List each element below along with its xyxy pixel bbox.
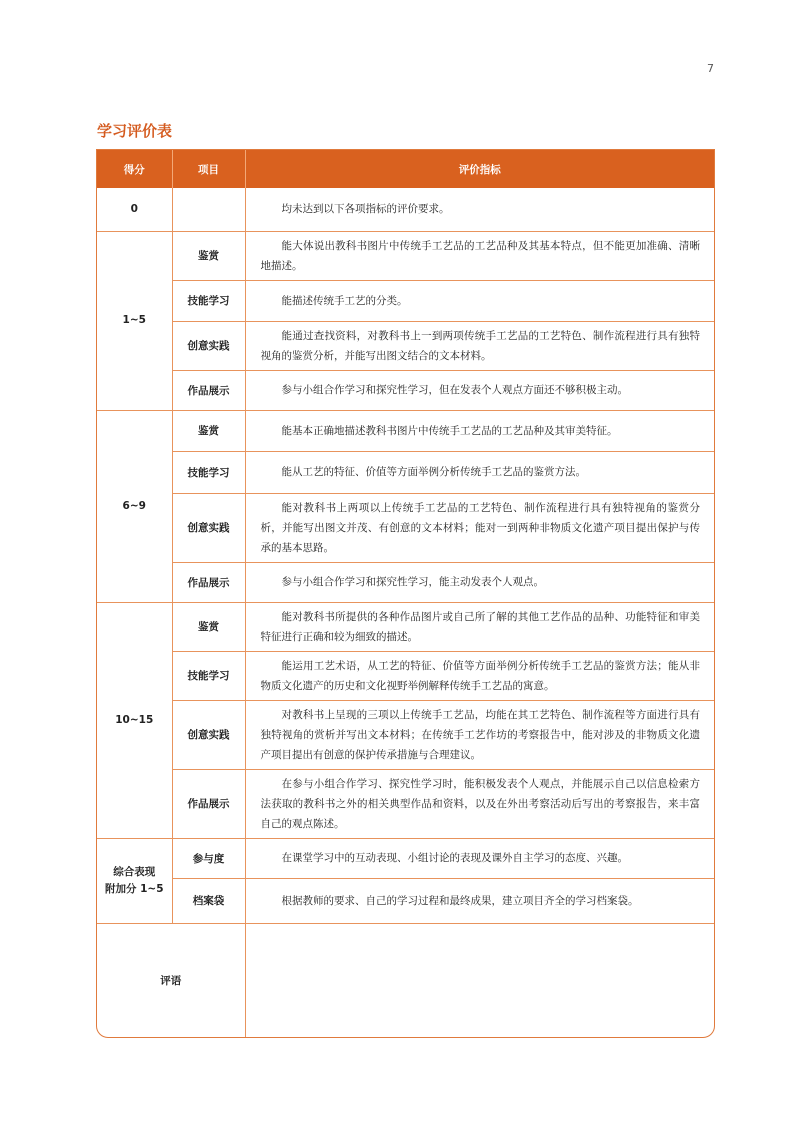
item-cell: 鉴赏 <box>172 602 245 651</box>
score-cell: 6~9 <box>97 410 172 602</box>
criteria-cell: 能对教科书上两项以上传统手工艺品的工艺特色、制作流程进行具有独特视角的鉴赏分析，并能写出图文并茂、有创意的文本材料；能对一到两种非物质文化遗产项目提出保护与传承的基本思路。 <box>245 493 714 562</box>
table-row <box>97 410 714 451</box>
score-cell: 1~5 <box>97 231 172 410</box>
table-row <box>97 562 714 602</box>
comment-row <box>97 923 714 1037</box>
criteria-cell: 能运用工艺术语，从工艺的特征、价值等方面举例分析传统手工艺品的鉴赏方法；能从非物质文化遗产的历史和文化视野举例解释传统手工艺品的寓意。 <box>245 651 714 700</box>
table-row <box>97 451 714 493</box>
criteria-cell: 能通过查找资料，对教科书上一到两项传统手工艺品的工艺特色、制作流程进行具有独特视角的鉴赏分析，并能写出图文结合的文本材料。 <box>245 321 714 370</box>
criteria-cell: 在参与小组合作学习、探究性学习时，能积极发表个人观点，并能展示自己以信息检索方法获取的教科书之外的相关典型作品和资料，以及在外出考察活动后写出的考察报告，来丰富自己的观点陈述。 <box>245 769 714 838</box>
criteria-cell: 能基本正确地描述教科书图片中传统手工艺品的工艺品种及其审美特征。 <box>245 410 714 451</box>
table-row <box>97 321 714 370</box>
table-row <box>97 838 714 878</box>
item-cell: 创意实践 <box>172 321 245 370</box>
header-item: 项目 <box>172 150 245 188</box>
table-row <box>97 231 714 280</box>
item-cell: 创意实践 <box>172 493 245 562</box>
item-cell: 创意实践 <box>172 700 245 769</box>
item-cell: 技能学习 <box>172 451 245 493</box>
criteria-cell: 在课堂学习中的互动表现、小组讨论的表现及课外自主学习的态度、兴趣。 <box>245 838 714 878</box>
score-label: 综合表现 <box>113 865 156 878</box>
table-row <box>97 769 714 838</box>
criteria-cell: 能大体说出教科书图片中传统手工艺品的工艺品种及其基本特点，但不能更加准确、清晰地描述。 <box>245 231 714 280</box>
item-cell: 作品展示 <box>172 370 245 410</box>
score-bonus: 附加分 1~5 <box>104 882 164 895</box>
table-header-row <box>97 150 714 188</box>
table-row <box>97 651 714 700</box>
item-cell: 档案袋 <box>172 878 245 923</box>
table-row <box>97 602 714 651</box>
header-score: 得分 <box>97 150 172 188</box>
evaluation-table <box>96 149 715 1038</box>
table-row <box>97 878 714 923</box>
item-cell: 作品展示 <box>172 769 245 838</box>
score-cell: 0 <box>97 188 172 231</box>
table-row <box>97 370 714 410</box>
criteria-cell: 能对教科书所提供的各种作品图片或自己所了解的其他工艺作品的品种、功能特征和审美特征进行正确和较为细致的描述。 <box>245 602 714 651</box>
item-cell: 鉴赏 <box>172 231 245 280</box>
criteria-cell: 能描述传统手工艺的分类。 <box>245 280 714 321</box>
comment-label: 评语 <box>97 923 245 1037</box>
criteria-cell: 能从工艺的特征、价值等方面举例分析传统手工艺品的鉴赏方法。 <box>245 451 714 493</box>
item-cell: 作品展示 <box>172 562 245 602</box>
table-row <box>97 280 714 321</box>
item-cell: 鉴赏 <box>172 410 245 451</box>
item-cell: 技能学习 <box>172 651 245 700</box>
criteria-cell: 对教科书上呈现的三项以上传统手工艺品，均能在其工艺特色、制作流程等方面进行具有独特视角的赏析并写出文本材料；在传统手工艺作坊的考察报告中，能对涉及的非物质文化遗产项目提出有创意的保护传承措施与合理建议。 <box>245 700 714 769</box>
item-cell: 技能学习 <box>172 280 245 321</box>
score-cell: 10~15 <box>97 602 172 838</box>
criteria-cell: 根据教师的要求、自己的学习过程和最终成果，建立项目齐全的学习档案袋。 <box>245 878 714 923</box>
table-row <box>97 700 714 769</box>
item-cell: 参与度 <box>172 838 245 878</box>
table-row <box>97 188 714 231</box>
score-cell <box>97 838 172 923</box>
criteria-cell: 均未达到以下各项指标的评价要求。 <box>245 188 714 231</box>
page-title: 学习评价表 <box>97 122 173 140</box>
page-number: 7 <box>707 62 714 75</box>
comment-field[interactable] <box>245 923 714 1037</box>
item-cell <box>172 188 245 231</box>
criteria-cell: 参与小组合作学习和探究性学习，能主动发表个人观点。 <box>245 562 714 602</box>
criteria-cell: 参与小组合作学习和探究性学习，但在发表个人观点方面还不够积极主动。 <box>245 370 714 410</box>
table-row <box>97 493 714 562</box>
header-criteria: 评价指标 <box>245 150 714 188</box>
